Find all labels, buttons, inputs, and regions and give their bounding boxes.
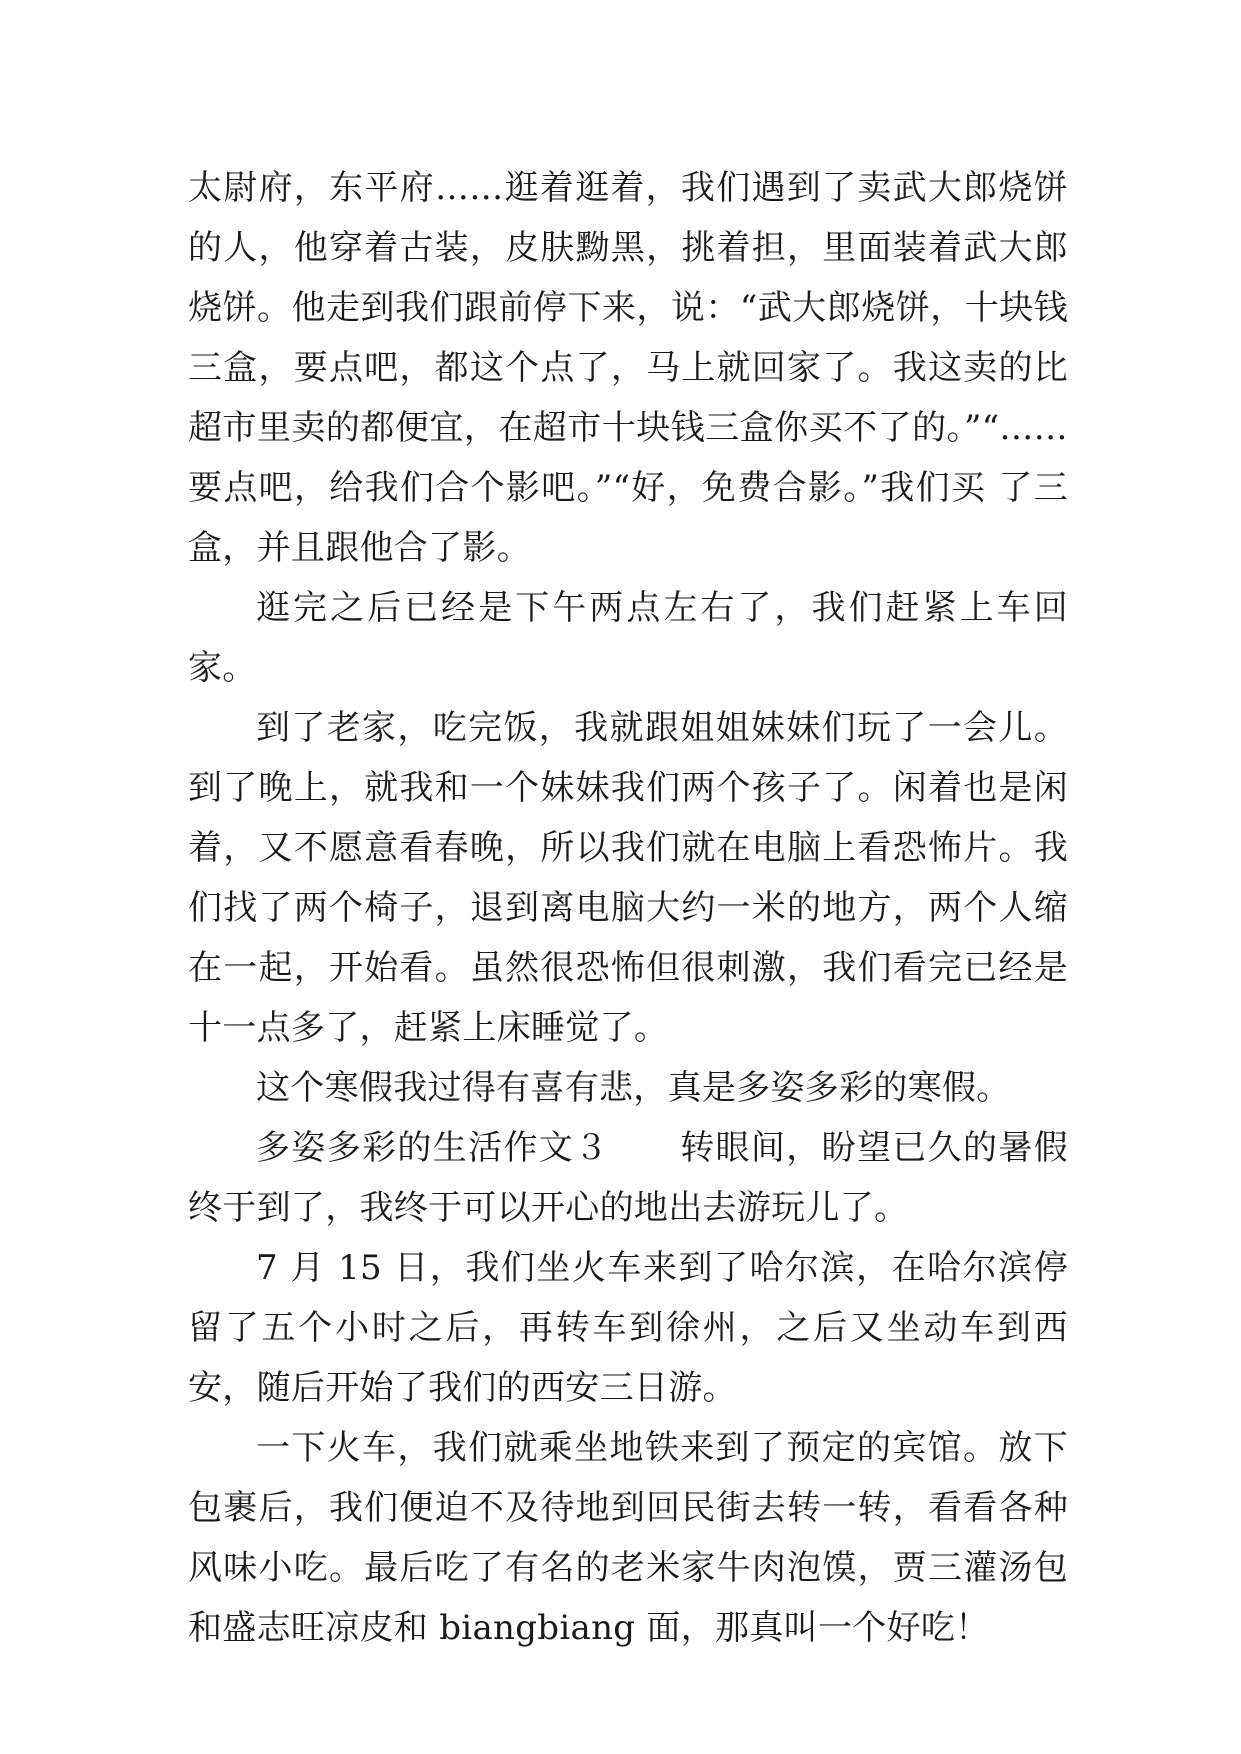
document-body xyxy=(188,158,1068,1658)
paragraph-3: 到了老家，吃完饭，我就跟姐姐妹妹们玩了一会儿。到了晚上，就我和一个妹妹我们两个孩子了。闲着也是闲着，又不愿意看春晚，所以我们就在电脑上看恐怖片。我们找了两个椅子，退到离电脑大约一米的地方，两个人缩在一起，开始看。虽然很恐怖但很刺激，我们看完已经是十一点多了，赶紧上床睡觉了。 xyxy=(188,708,1068,1048)
paragraph-4: 这个寒假我过得有喜有悲，真是多姿多彩的寒假。 xyxy=(256,1068,1011,1108)
paragraph-2: 逛完之后已经是下午两点左右了，我们赶紧上车回家。 xyxy=(188,588,1068,688)
paragraph-1: 太尉府，东平府……逛着逛着，我们遇到了卖武大郎烧饼的人，他穿着古装，皮肤黝黑，挑着担，里面装着武大郎烧饼。他走到我们跟前停下来，说：“武大郎烧饼，十块钱三盒，要点吧，都这个点了，马上就回家了。我这卖的比超市里卖的都便宜，在超市十块钱三盒你买不了的。”“……要点吧，给我们合个影吧。”“好，免费合影。”我们买 了三盒，并且跟他合了影。 xyxy=(188,168,1068,568)
paragraph-7: 一下火车，我们就乘坐地铁来到了预定的宾馆。放下包裹后，我们便迫不及待地到回民街去转一转，看看各种风味小吃。最后吃了有名的老米家牛肉泡馍，贾三灌汤包和盛志旺凉皮和 biangbiang 面，那真叫一个好吃！ xyxy=(188,1428,1068,1648)
paragraph-5: 多姿多彩的生活作文３ 转眼间，盼望已久的暑假终于到了，我终于可以开心的地出去游玩儿了。 xyxy=(188,1128,1068,1228)
paragraph-6: 7 月 15 日，我们坐火车来到了哈尔滨，在哈尔滨停留了五个小时之后，再转车到徐州，之后又坐动车到西安，随后开始了我们的西安三日游。 xyxy=(188,1248,1068,1408)
